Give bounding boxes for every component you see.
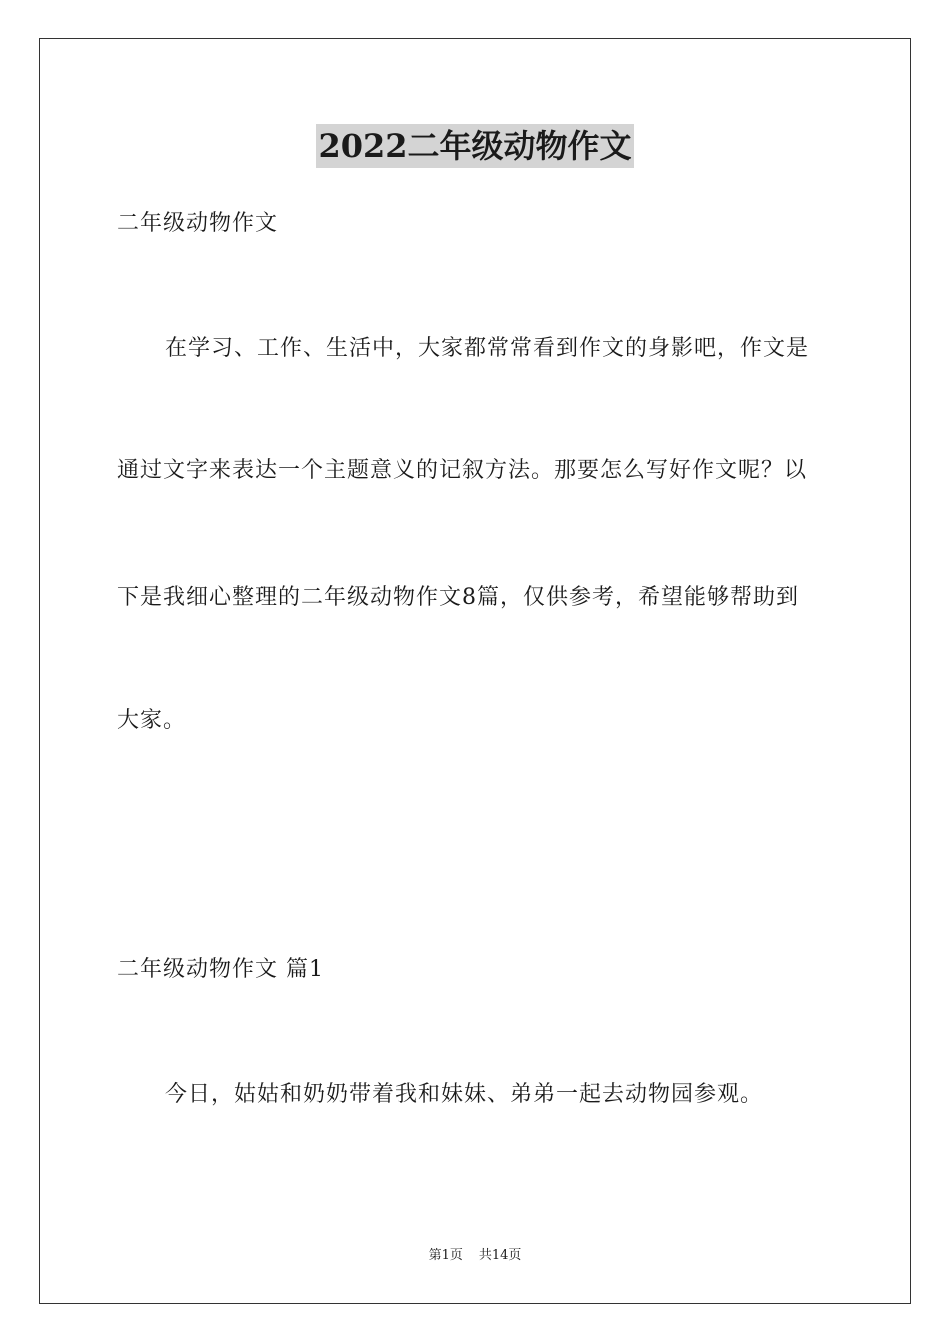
intro-line-3: 下是我细心整理的二年级动物作文8篇，仅供参考，希望能够帮助到 <box>117 585 799 610</box>
section-heading: 二年级动物作文 篇1 <box>117 957 324 982</box>
subtitle: 二年级动物作文 <box>117 211 279 236</box>
section-paragraph-line: 今日，姑姑和奶奶带着我和妹妹、弟弟一起去动物园参观。 <box>165 1082 764 1107</box>
total-pages-label: 共14页 <box>478 1248 522 1263</box>
intro-line-1: 在学习、工作、生活中，大家都常常看到作文的身影吧，作文是 <box>165 336 810 361</box>
intro-line-4: 大家。 <box>117 708 187 733</box>
page-number-label: 第1页 <box>428 1248 463 1263</box>
title-container <box>0 124 950 168</box>
intro-line-2: 通过文字来表达一个主题意义的记叙方法。那要怎么写好作文呢？以 <box>117 458 808 483</box>
document-title: 2022二年级动物作文 <box>316 124 633 168</box>
page-footer <box>0 1246 950 1266</box>
